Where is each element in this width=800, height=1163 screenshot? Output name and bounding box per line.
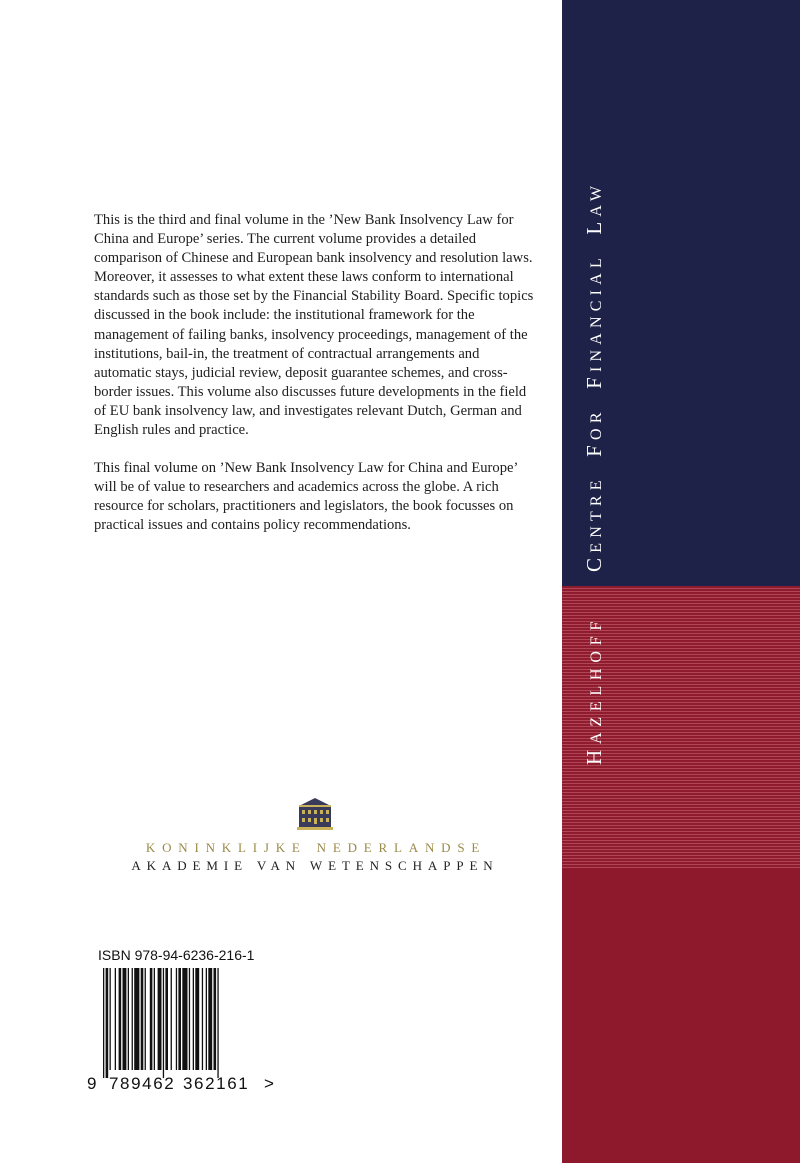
barcode-bar [119, 968, 122, 1070]
isbn-arrow: > [264, 1074, 274, 1093]
academy-building-icon [297, 796, 333, 830]
barcode-bar [115, 968, 116, 1070]
barcode-bar [158, 968, 162, 1070]
barcode-bar [171, 968, 172, 1070]
isbn-digit-group-2: 362161 [183, 1074, 250, 1093]
barcode-bar [176, 968, 177, 1070]
barcode-bar [217, 968, 218, 1078]
barcode-bar [128, 968, 129, 1070]
isbn-digits [87, 1074, 274, 1094]
barcode-bar [182, 968, 187, 1070]
barcode-bar [134, 968, 139, 1070]
publisher-name: HAZELHOFF [582, 615, 606, 765]
barcode-bar [195, 968, 199, 1070]
barcode-bar [123, 968, 127, 1070]
barcode-bar [150, 968, 153, 1070]
barcode [103, 968, 258, 1078]
barcode-bar [189, 968, 190, 1070]
isbn-digit-group-1: 789462 [109, 1074, 176, 1093]
barcode-bar [110, 968, 111, 1070]
barcode-bar [145, 968, 146, 1070]
barcode-bar [141, 968, 144, 1070]
cover-blurb [94, 211, 539, 555]
blurb-paragraph-2: This final volume on ’New Bank Insolvency Law for China and Europe’ will be of value to researchers and academics across the globe. A rich resource for scholars, practitioners and legislators, the book focusses on practical issues and contains policy recommendations. [94, 460, 518, 534]
barcode-bar [154, 968, 155, 1070]
barcode-bar [165, 968, 168, 1070]
academy-name-line-2: AKADEMIE VAN WETENSCHAPPEN [131, 858, 499, 873]
barcode-bar [214, 968, 217, 1070]
barcode-bar [163, 968, 164, 1078]
series-title: CENTRE FOR FINANCIAL LAW [582, 180, 606, 572]
blurb-paragraph-1: This is the third and final volume in the ’New Bank Insolvency Law for China and Europe’ series. The current volume provides a detailed comparison of Chinese and European bank insolvency and resolution laws. Moreover, it assesses to what extent these laws conform to international standards such as those set by the Financial Stability Board. Specific topics discussed in the book include: the institutional framework for the management of failing banks, insolvency proceedings, management of the institutions, bail-in, the treatment of contractual arrangements and automatic stays, judicial review, deposit guarantee schemes, and cross-border issues. This volume also discusses future developments in the field of EU bank insolvency law, and investigates relevant Dutch, German and English rules and practice. [94, 212, 534, 439]
barcode-bar [193, 968, 194, 1070]
isbn-digit-first: 9 [87, 1074, 97, 1093]
barcode-bar [178, 968, 181, 1070]
barcode-bar [106, 968, 109, 1078]
barcode-bar [132, 968, 133, 1070]
barcode-bar [206, 968, 207, 1070]
spine-red-band [562, 868, 800, 1163]
isbn-label: ISBN 978-94-6236-216-1 [98, 947, 255, 963]
barcode-bar [103, 968, 104, 1078]
barcode-bar [202, 968, 203, 1070]
academy-name-line-1: KONINKLIJKE NEDERLANDSE [145, 840, 487, 855]
spine-band [562, 0, 800, 1163]
barcode-bar [208, 968, 212, 1070]
